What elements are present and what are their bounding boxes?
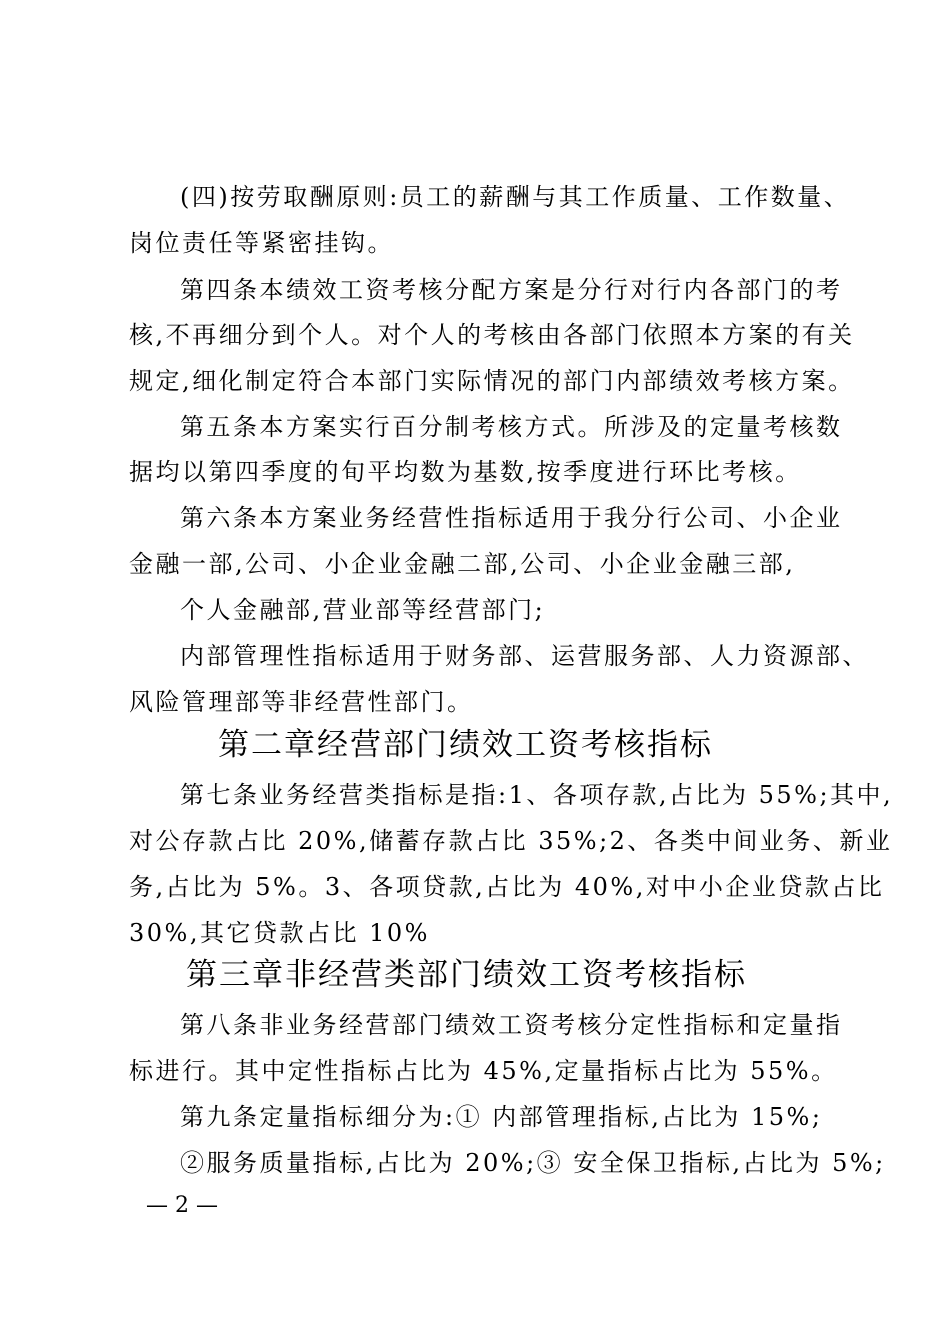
paragraph-line: 据均以第四季度的旬平均数为基数,按季度进行环比考核。 <box>129 458 802 486</box>
paragraph-line: 第八条非业务经营部门绩效工资考核分定性指标和定量指 <box>180 1011 843 1039</box>
paragraph-line: 风险管理部等非经营性部门。 <box>129 688 474 716</box>
paragraph-line: ②服务质量指标,占比为 20%;③ 安全保卫指标,占比为 5%; <box>180 1149 886 1177</box>
paragraph-line: 金融一部,公司、小企业金融二部,公司、小企业金融三部, <box>129 550 796 578</box>
paragraph-line: 个人金融部,营业部等经营部门; <box>180 596 546 624</box>
paragraph-line: 第七条业务经营类指标是指:1、各项存款,占比为 55%;其中, <box>180 781 894 809</box>
paragraph-line: 第五条本方案实行百分制考核方式。所涉及的定量考核数 <box>180 413 843 441</box>
paragraph-line: 30%,其它贷款占比 10% <box>129 919 430 947</box>
page-number: — 2 — <box>146 1193 218 1218</box>
paragraph-line: 务,占比为 5%。3、各项贷款,占比为 40%,对中小企业贷款占比 <box>129 873 885 901</box>
paragraph-line: 内部管理性指标适用于财务部、运营服务部、人力资源部、 <box>180 642 869 670</box>
paragraph-line: 标进行。其中定性指标占比为 45%,定量指标占比为 55%。 <box>129 1057 838 1085</box>
paragraph-line: 第九条定量指标细分为:① 内部管理指标,占比为 15%; <box>180 1103 823 1131</box>
paragraph-line: (四)按劳取酬原则:员工的薪酬与其工作质量、工作数量、 <box>180 183 851 211</box>
chapter-heading: 第二章经营部门绩效工资考核指标 <box>218 727 713 763</box>
paragraph-line: 对公存款占比 20%,储蓄存款占比 35%;2、各类中间业务、新业 <box>129 827 893 855</box>
paragraph-line: 第六条本方案业务经营性指标适用于我分行公司、小企业 <box>180 504 843 532</box>
paragraph-line: 规定,细化制定符合本部门实际情况的部门内部绩效考核方案。 <box>129 367 855 395</box>
paragraph-line: 第四条本绩效工资考核分配方案是分行对行内各部门的考 <box>180 276 843 304</box>
paragraph-line: 岗位责任等紧密挂钩。 <box>129 229 394 257</box>
chapter-heading: 第三章非经营类部门绩效工资考核指标 <box>186 957 747 993</box>
paragraph-line: 核,不再细分到个人。对个人的考核由各部门依照本方案的有关 <box>129 321 855 349</box>
